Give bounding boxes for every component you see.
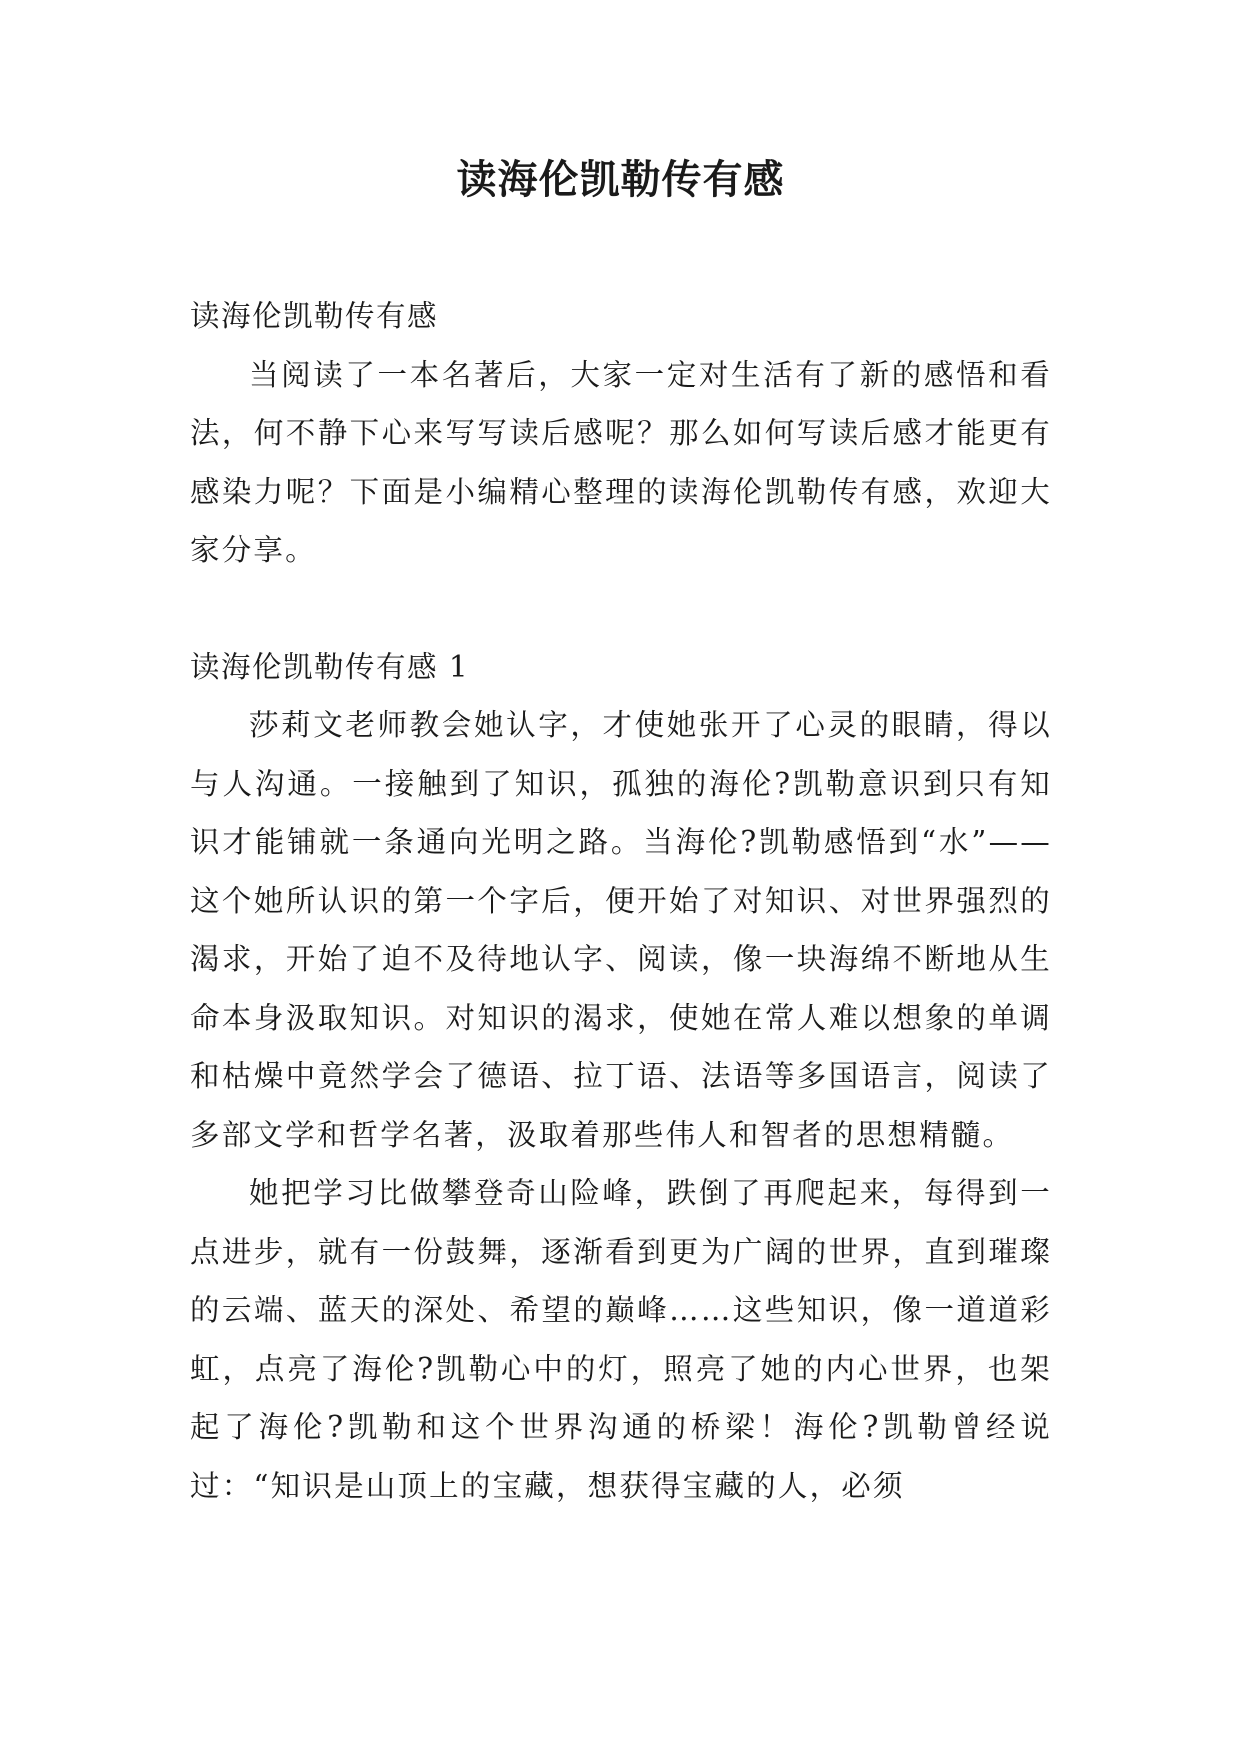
section-spacer	[190, 580, 1052, 638]
section-1-paragraph-2: 她把学习比做攀登奇山险峰，跌倒了再爬起来，每得到一点进步，就有一份鼓舞，逐渐看到更为广阔的世界，直到璀璨的云端、蓝天的深处、希望的巅峰……这些知识，像一道道彩虹，点亮了海伦?凯勒心中的灯，照亮了她的内心世界，也架起了海伦?凯勒和这个世界沟通的桥梁！海伦?凯勒曾经说过：“知识是山顶上的宝藏，想获得宝藏的人，必须	[190, 1176, 1052, 1503]
section-1-paragraph-1: 莎莉文老师教会她认字，才使她张开了心灵的眼睛，得以与人沟通。一接触到了知识，孤独的海伦?凯勒意识到只有知识才能铺就一条通向光明之路。当海伦?凯勒感悟到“水”——这个她所认识的第一个字后，便开始了对知识、对世界强烈的渴求，开始了迫不及待地认字、阅读，像一块海绵不断地从生命本身汲取知识。对知识的渴求，使她在常人难以想象的单调和枯燥中竟然学会了德语、拉丁语、法语等多国语言，阅读了多部文学和哲学名著，汲取着那些伟人和智者的思想精髓。	[190, 708, 1052, 1152]
document-body	[190, 287, 1052, 1515]
intro-paragraph: 当阅读了一本名著后，大家一定对生活有了新的感悟和看法，何不静下心来写写读后感呢？那么如何写读后感才能更有感染力呢？下面是小编精心整理的读海伦凯勒传有感，欢迎大家分享。	[190, 357, 1052, 567]
section-1-heading: 读海伦凯勒传有感 1	[190, 649, 470, 684]
intro-heading: 读海伦凯勒传有感	[190, 299, 439, 333]
document-title: 读海伦凯勒传有感	[456, 157, 785, 203]
